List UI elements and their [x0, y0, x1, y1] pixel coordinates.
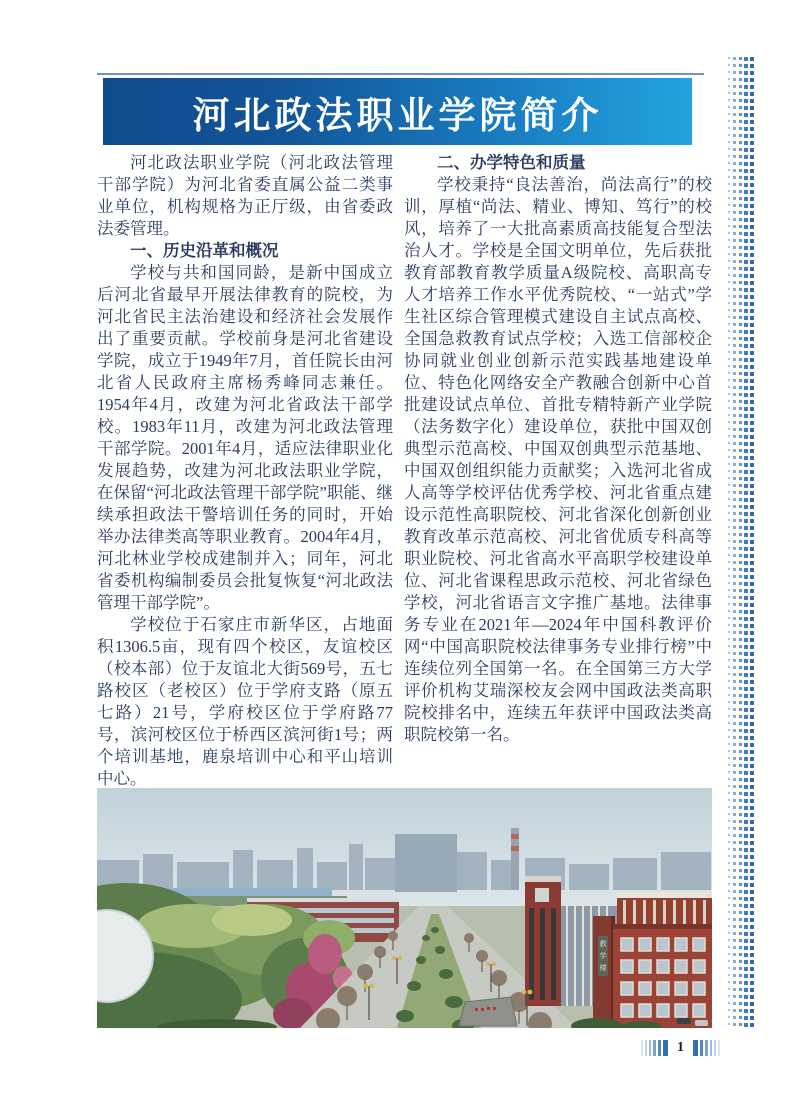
page-footer — [641, 1038, 720, 1058]
dot-column — [733, 57, 736, 1028]
campus-photo-illustration — [97, 788, 712, 1028]
foreground-brick-building — [613, 924, 712, 1028]
text-column-right — [404, 152, 712, 746]
teaching-building-sign: 教学楼 — [598, 936, 608, 976]
footer-barcode-left — [641, 1040, 668, 1056]
section-heading-history: 一、历史沿革和概况 — [130, 241, 279, 260]
title-banner — [103, 78, 692, 145]
page-title: 河北政法职业学院简介 — [192, 95, 603, 137]
footer-barcode-right — [693, 1040, 720, 1056]
distant-tall-building — [395, 834, 457, 892]
intro-paragraph: 河北政法职业学院（河北政法管理干部学院）为河北省委直属公益二类事业单位，机构规格为正厅级，由省委政法委管理。 — [97, 153, 393, 238]
campus-photo — [97, 788, 712, 1028]
history-paragraph: 学校与共和国同龄，是新中国成立后河北省最早开展法律教育的院校，为河北省民主法治建设和经济社会发展作出了重要贡献。学校前身是河北省建设学院，成立于1949年7月，首任院长由河北省人民政府主席杨秀峰同志兼任。1954年4月，改建为河北省政法干部学校。1983年11月，改建为河北政法管理干部学院。2001年4月，适应法律职业化发展趋势，改建为河北政法职业学院，在保留“河北政法管理干部学院”职能、继续承担政法干警培训任务的同时，开始举办法律类高等职业教育。2004年4月，河北林业学校成建制并入；同年，河北省委机构编制委员会批复恢复“河北政法管理干部学院”。 — [97, 263, 393, 612]
dot-column — [728, 57, 730, 1028]
clock-tower-building — [525, 876, 561, 1006]
monument-stone — [459, 997, 517, 1026]
features-paragraph: 学校秉持“良法善治，尚法高行”的校训，厚植“尚法、精业、博知、笃行”的校风，培养了一大批高素质高技能复合型法治人才。学校是全国文明单位，先后获批教育部教育教学质量A级院校、高职高专人才培养工作水平优秀院校、“一站式”学生社区综合管理模式建设自主试点高校、全国急救教育试点学校；入选工信部校企协同就业创业创新示范实践基地建设单位、特色化网络安全产教融合创新中心首批建设试点单位、首批专精特新产业学院（法务数字化）建设单位，获批中国双创典型示范高校、中国双创典型示范基地、中国双创组织能力贡献奖；入选河北省成人高等学校评估优秀学校、河北省重点建设示范性高职院校、河北省深化创新创业教育改革示范高校、河北省优质专科高等职业院校、河北省高水平高职学校建设单位、河北省课程思政示范校、河北省绿色学校，河北省语言文字推广基地。法律事务专业在2021年—2024年中国科教评价网“中国高职院校法律事务专业排行榜”中连续位列全国第一名。在全国第三方大学评价机构艾瑞深校友会网中国政法类高职院校排名中，连续五年获评中国政法类高职院校第一名。 — [404, 175, 712, 744]
dotted-border-decoration — [728, 57, 755, 1028]
campus-location-paragraph: 学校位于石家庄市新华区，占地面积1306.5亩，现有四个校区，友谊校区（校本部）位于友谊北大街569号，五七路校区（老校区）位于学府支路（原五七路）21号，学府校区位于学府路77号，滨河校区位于桥西区滨河街1号；两个培训基地，鹿泉培训中心和平山培训中心。 — [97, 615, 393, 788]
page-number: 1 — [677, 1040, 684, 1055]
dot-column — [739, 57, 742, 1028]
section-heading-features: 二、办学特色和质量 — [437, 153, 586, 172]
dot-column — [744, 57, 748, 1028]
text-column-left — [97, 152, 393, 790]
header-rule — [97, 73, 704, 75]
dot-column — [750, 57, 754, 1028]
